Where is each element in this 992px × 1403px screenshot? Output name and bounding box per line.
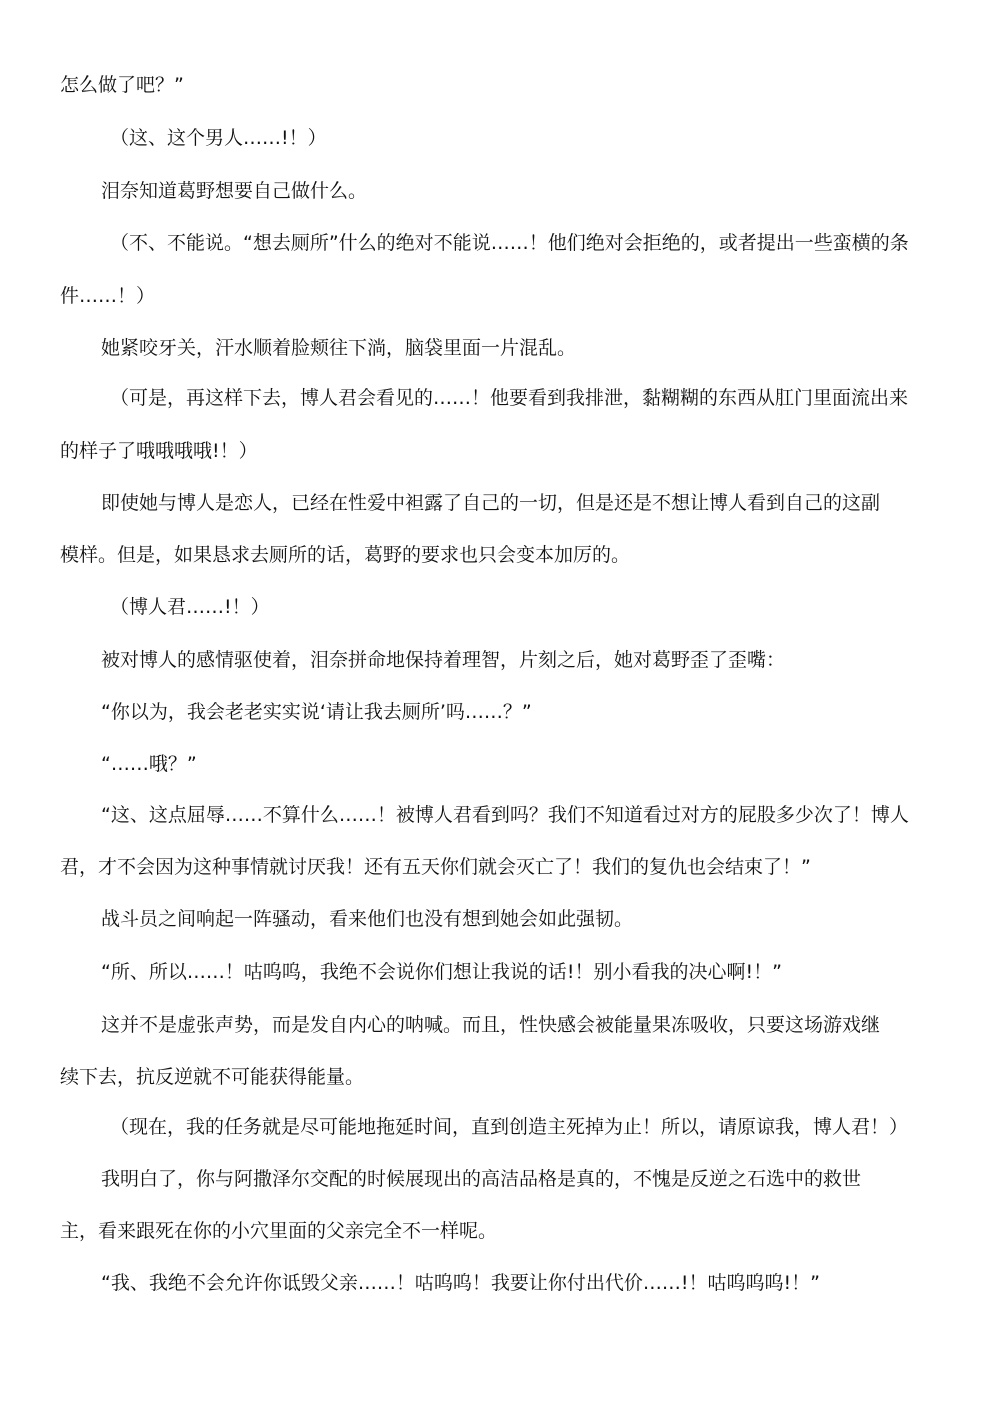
text-line: 即使她与博人是恋人，已经在性爱中袒露了自己的一切，但是还是不想让博人看到自己的这副 (101, 492, 881, 514)
text-line: 模样。但是，如果恳求去厕所的话，葛野的要求也只会变本加厉的。 (60, 544, 631, 566)
text-line: 泪奈知道葛野想要自己做什么。 (101, 180, 368, 202)
text-line: 我明白了，你与阿撒泽尔交配的时候展现出的高洁品格是真的，不愧是反逆之石选中的救世 (101, 1168, 862, 1190)
text-line: 续下去，抗反逆就不可能获得能量。 (60, 1066, 365, 1088)
text-line: “你以为，我会老老实实说‘请让我去厕所’吗……？” (101, 701, 532, 723)
text-line: 这并不是虚张声势，而是发自内心的呐喊。而且，性快感会被能量果冻吸收，只要这场游戏继 (101, 1014, 881, 1036)
text-line: “……哦？” (101, 753, 197, 775)
text-line: 怎么做了吧？” (60, 74, 184, 96)
text-line: “我、我绝不会允许你诋毁父亲……！咕呜呜！我要让你付出代价……!！咕呜呜呜!！” (101, 1272, 820, 1294)
text-line: 君，才不会因为这种事情就讨厌我！还有五天你们就会灭亡了！我们的复仇也会结束了！” (60, 856, 811, 878)
text-line: （可是，再这样下去，博人君会看见的……！他要看到我排泄，黏糊糊的东西从肛门里面流出来 (110, 387, 909, 409)
text-line: （这、这个男人……!！） (110, 127, 327, 149)
text-line: 战斗员之间响起一阵骚动，看来他们也没有想到她会如此强韧。 (101, 908, 634, 930)
text-line: （博人君……!！） (110, 596, 270, 618)
text-line: 的样子了哦哦哦哦!！） (60, 440, 258, 462)
text-line: 被对博人的感情驱使着，泪奈拼命地保持着理智，片刻之后，她对葛野歪了歪嘴： (101, 649, 786, 671)
text-line: “所、所以……！咕呜呜，我绝不会说你们想让我说的话!！别小看我的决心啊!！” (101, 961, 782, 983)
text-line: （不、不能说。“想去厕所”什么的绝对不能说……！他们绝对会拒绝的，或者提出一些蛮横的条 (110, 232, 909, 254)
text-line: “这、这点屈辱……不算什么……！被博人君看到吗？我们不知道看过对方的屁股多少次了！博人 (101, 804, 909, 826)
text-line: 件……！） (60, 285, 156, 307)
text-line: 她紧咬牙关，汗水顺着脸颊往下淌，脑袋里面一片混乱。 (101, 337, 577, 359)
text-line: （现在，我的任务就是尽可能地拖延时间，直到创造主死掉为止！所以，请原谅我，博人君！） (110, 1116, 909, 1138)
text-line: 主，看来跟死在你的小穴里面的父亲完全不一样呢。 (60, 1220, 498, 1242)
